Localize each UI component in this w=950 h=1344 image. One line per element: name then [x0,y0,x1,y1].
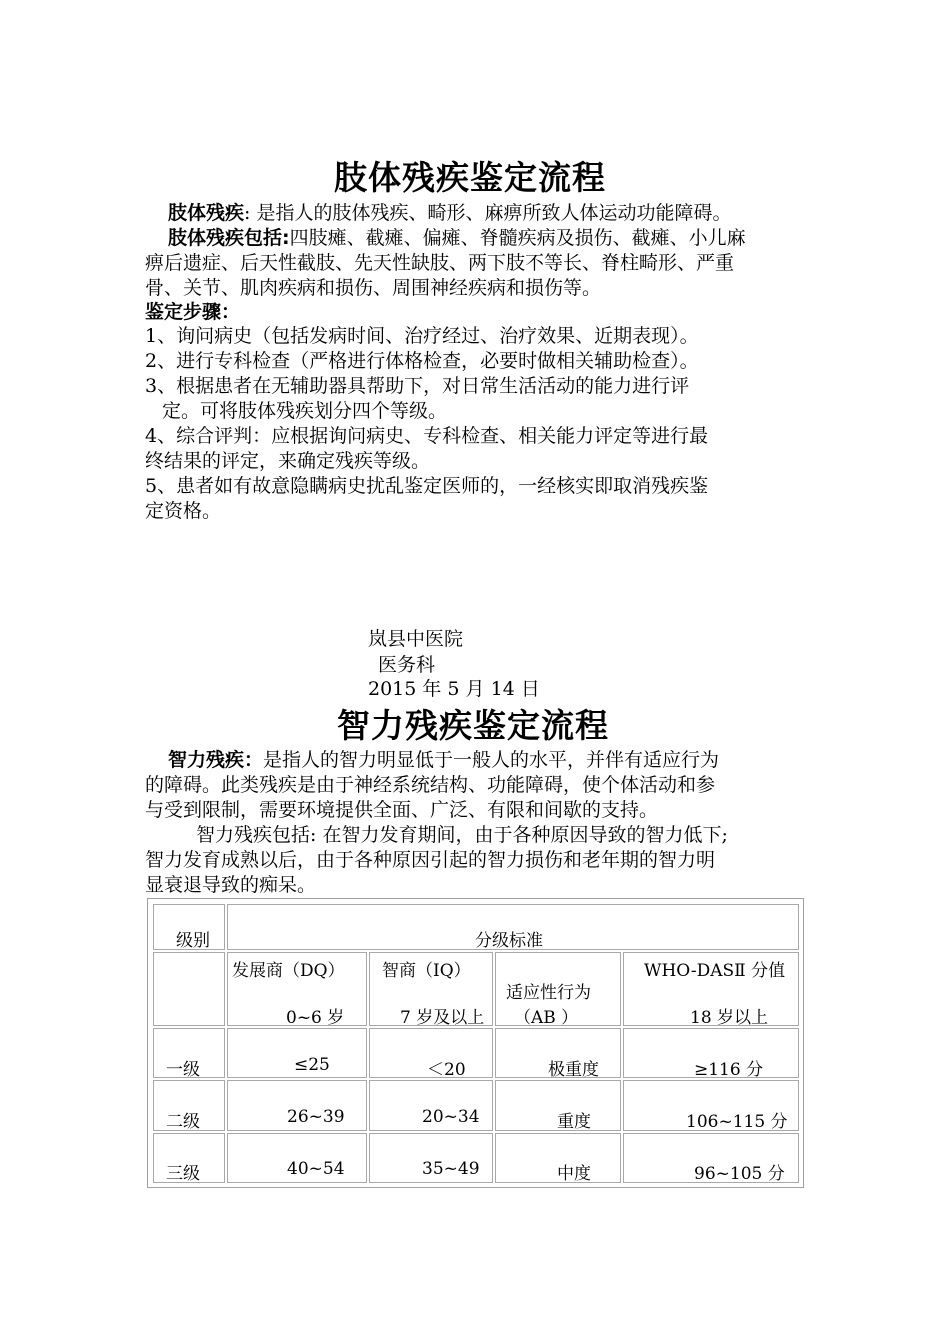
page-title-intellectual: 智力残疾鉴定流程 [337,706,609,745]
row-who: 106~115 分 [686,1112,788,1132]
step-line: 4、综合评判：应根据询问病史、专科检查、相关能力评定等进行最 [145,425,709,447]
row-iq: 35~49 [422,1159,480,1179]
step-line: 定。可将肢体残疾划分四个等级。 [162,400,448,422]
intellectual-definition-text-1: 是指人的智力明显低于一般人的水平，并伴有适应行为 [263,749,720,771]
table-cell [153,952,225,1026]
step-line: 2、进行专科检查（严格进行体格检查，必要时做相关辅助检查）。 [145,350,699,372]
subheader-ab-abbr: （AB ） [514,1008,579,1028]
row-level: 一级 [166,1060,200,1080]
page-title-limb: 肢体残疾鉴定流程 [334,158,606,197]
row-level: 二级 [166,1112,200,1132]
subheader-dq: 发展商（DQ） [232,961,345,981]
row-iq: 20~34 [422,1107,480,1127]
intellectual-definition [168,748,719,772]
row-level: 三级 [166,1164,200,1184]
subheader-iq: 智商（IQ） [382,961,471,981]
grading-table [147,898,804,1188]
row-ab: 中度 [557,1164,591,1184]
department-name: 医务科 [378,654,436,676]
limb-includes-text-3: 骨、关节、肌肉疾病和损伤、周围神经疾病和损伤等。 [145,277,602,299]
intellectual-includes-2: 智力发育成熟以后，由于各种原因引起的智力损伤和老年期的智力明 [145,849,716,871]
intellectual-includes-3: 显衰退导致的痴呆。 [145,874,317,896]
row-dq: 26~39 [287,1107,345,1127]
row-iq: ＜20 [427,1060,466,1080]
intellectual-definition-text-2: 的障碍。此类残疾是由于神经系统结构、功能障碍，使个体活动和参 [145,774,716,796]
document-date: 2015 年 5 月 14 日 [368,678,540,700]
steps-heading [145,300,240,324]
limb-includes-text-2: 痹后遗症、后天性截肢、先天性缺肢、两下肢不等长、脊柱畸形、严重 [145,252,735,274]
row-ab: 极重度 [548,1060,599,1080]
subheader-iq-age: 7 岁及以上 [400,1008,485,1028]
row-who: ≥116 分 [694,1060,764,1080]
row-dq: ≤25 [294,1055,330,1075]
steps-heading-label: 鉴定步骤： [145,301,241,323]
limb-definition [168,201,731,225]
header-level: 级别 [176,931,210,951]
row-dq: 40~54 [287,1159,345,1179]
limb-definition-label: 肢体残疾 [168,202,245,224]
step-line: 3、根据患者在无辅助器具帮助下，对日常生活活动的能力进行评 [145,375,690,397]
step-line: 终结果的评定，来确定残疾等级。 [145,450,431,472]
row-ab: 重度 [557,1112,591,1132]
step-line: 1、询问病史（包括发病时间、治疗经过、治疗效果、近期表现）。 [145,325,699,347]
intellectual-includes-1: 智力残疾包括: 在智力发育期间，由于各种原因导致的智力低下; [196,824,728,846]
step-line: 定资格。 [145,500,222,522]
intellectual-definition-text-3: 与受到限制，需要环境提供全面、广泛、有限和间歇的支持。 [145,799,659,821]
subheader-dq-age: 0~6 岁 [286,1008,345,1028]
limb-includes-label: 肢体残疾包括: [168,227,290,249]
limb-includes [168,226,746,250]
subheader-who-age: 18 岁以上 [690,1008,769,1028]
intellectual-definition-label: 智力残疾： [168,749,264,771]
row-who: 96~105 分 [694,1164,785,1184]
limb-includes-text-1: 四肢瘫、截瘫、偏瘫、脊髓疾病及损伤、截瘫、小儿麻 [289,227,746,249]
limb-definition-text: : 是指人的肢体残疾、畸形、麻痹所致人体运动功能障碍。 [244,202,732,224]
step-line: 5、患者如有故意隐瞒病史扰乱鉴定医师的，一经核实即取消残疾鉴 [145,475,709,497]
subheader-who: WHO-DASⅡ 分值 [644,961,786,981]
hospital-name: 岚县中医院 [368,628,464,650]
subheader-ab: 适应性行为 [506,983,591,1003]
header-standard: 分级标准 [475,931,543,951]
